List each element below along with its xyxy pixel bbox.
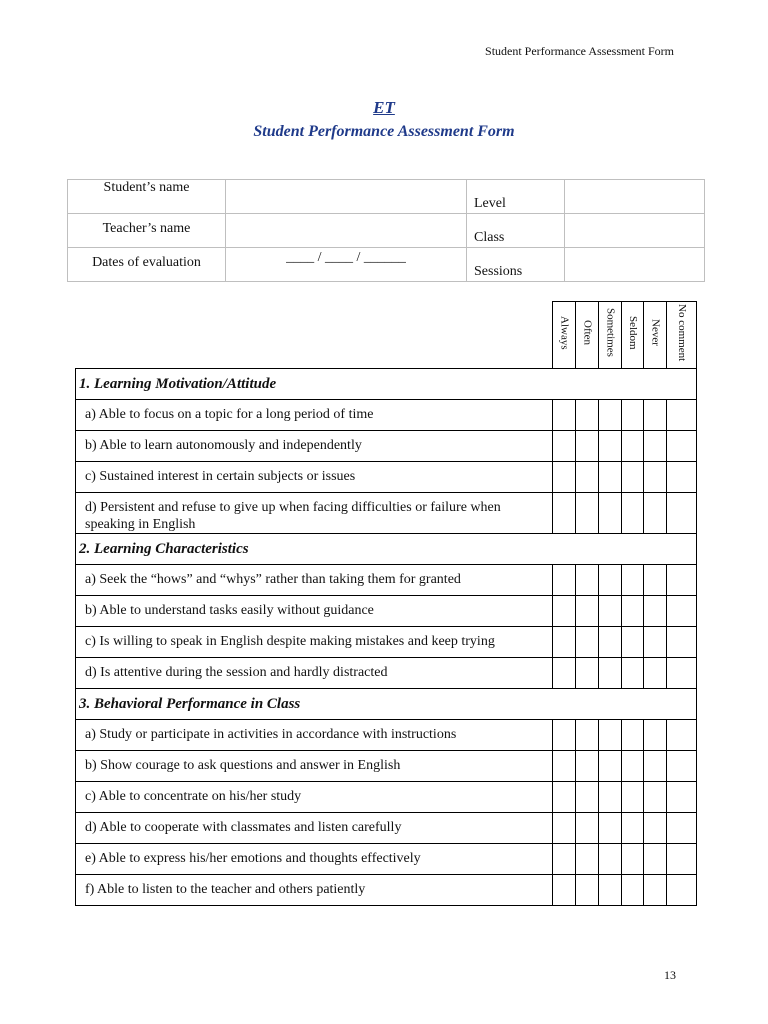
rating-cell[interactable]: [553, 782, 576, 813]
criterion-row: [76, 782, 697, 813]
criterion-row: [76, 627, 697, 658]
rating-cell[interactable]: [667, 596, 697, 627]
page-number: 13: [664, 968, 676, 982]
criterion-row: [76, 875, 697, 906]
criterion-row: [76, 400, 697, 431]
rating-cell[interactable]: [576, 751, 599, 782]
rating-cell[interactable]: [553, 875, 576, 906]
section-row: [76, 534, 697, 565]
assessment-table: [75, 301, 697, 906]
rating-cell[interactable]: [667, 493, 697, 534]
rating-cell[interactable]: [576, 720, 599, 751]
rating-cell[interactable]: [667, 627, 697, 658]
scale-sometimes: Sometimes: [599, 302, 622, 369]
rating-cell[interactable]: [599, 844, 622, 875]
section-row: [76, 689, 697, 720]
criterion-row: [76, 565, 697, 596]
rating-cell[interactable]: [553, 462, 576, 493]
rating-cell[interactable]: [599, 875, 622, 906]
rating-cell[interactable]: [622, 751, 644, 782]
rating-cell[interactable]: [644, 565, 667, 596]
rating-cell[interactable]: [667, 431, 697, 462]
student-name-label: Student’s name: [68, 180, 226, 214]
rating-cell[interactable]: [599, 720, 622, 751]
rating-cell[interactable]: [622, 462, 644, 493]
criterion-label: c) Sustained interest in certain subjects or issues: [76, 462, 553, 493]
criterion-label: c) Is willing to speak in English despite making mistakes and keep trying: [76, 627, 553, 658]
rating-cell[interactable]: [622, 596, 644, 627]
criterion-row: [76, 493, 697, 534]
rating-cell[interactable]: [599, 565, 622, 596]
rating-cell[interactable]: [576, 431, 599, 462]
rating-cell[interactable]: [576, 658, 599, 689]
rating-cell[interactable]: [553, 844, 576, 875]
rating-cell[interactable]: [667, 782, 697, 813]
rating-cell[interactable]: [667, 751, 697, 782]
rating-cell[interactable]: [599, 400, 622, 431]
criterion-row: [76, 720, 697, 751]
rating-cell[interactable]: [576, 493, 599, 534]
rating-cell[interactable]: [644, 627, 667, 658]
scale-seldom: Seldom: [622, 302, 644, 369]
scale-header-spacer: [76, 302, 553, 369]
rating-cell[interactable]: [599, 658, 622, 689]
rating-cell[interactable]: [622, 493, 644, 534]
rating-cell[interactable]: [553, 751, 576, 782]
rating-cell[interactable]: [644, 400, 667, 431]
rating-cell[interactable]: [599, 596, 622, 627]
criterion-label: d) Is attentive during the session and hardly distracted: [76, 658, 553, 689]
criterion-row: [76, 813, 697, 844]
section-title: 3. Behavioral Performance in Class: [76, 689, 697, 720]
criterion-label: b) Show courage to ask questions and answer in English: [76, 751, 553, 782]
rating-cell[interactable]: [644, 782, 667, 813]
rating-cell[interactable]: [553, 596, 576, 627]
criterion-label: a) Study or participate in activities in accordance with instructions: [76, 720, 553, 751]
section-title: 1. Learning Motivation/Attitude: [76, 369, 697, 400]
rating-cell[interactable]: [644, 658, 667, 689]
criterion-label: c) Able to concentrate on his/her study: [76, 782, 553, 813]
criterion-label: b) Able to learn autonomously and independently: [76, 431, 553, 462]
rating-cell[interactable]: [576, 596, 599, 627]
rating-cell[interactable]: [576, 875, 599, 906]
rating-cell[interactable]: [667, 400, 697, 431]
rating-cell[interactable]: [576, 844, 599, 875]
rating-cell[interactable]: [622, 875, 644, 906]
criterion-row: [76, 462, 697, 493]
criterion-label: d) Able to cooperate with classmates and listen carefully: [76, 813, 553, 844]
rating-cell[interactable]: [644, 875, 667, 906]
student-name-field[interactable]: [226, 180, 467, 214]
rating-cell[interactable]: [576, 400, 599, 431]
rating-cell[interactable]: [667, 875, 697, 906]
rating-cell[interactable]: [644, 751, 667, 782]
dates-label: Dates of evaluation: [68, 248, 226, 282]
sessions-label: Sessions: [467, 248, 565, 282]
scale-never: Never: [644, 302, 667, 369]
rating-cell[interactable]: [553, 627, 576, 658]
scale-always: Always: [553, 302, 576, 369]
assessment-body: [76, 302, 697, 906]
rating-cell[interactable]: [599, 782, 622, 813]
rating-cell[interactable]: [599, 751, 622, 782]
criterion-row: [76, 596, 697, 627]
scale-no-comment: No comment: [667, 302, 697, 369]
rating-cell[interactable]: [667, 462, 697, 493]
rating-cell[interactable]: [622, 627, 644, 658]
criterion-label: a) Seek the “hows” and “whys” rather than taking them for granted: [76, 565, 553, 596]
level-label: Level: [467, 180, 565, 214]
sessions-field[interactable]: [565, 248, 705, 282]
section-row: [76, 369, 697, 400]
rating-cell[interactable]: [553, 431, 576, 462]
running-header: Student Performance Assessment Form: [485, 44, 674, 58]
rating-cell[interactable]: [644, 596, 667, 627]
criterion-row: [76, 751, 697, 782]
rating-cell[interactable]: [599, 431, 622, 462]
rating-cell[interactable]: [553, 658, 576, 689]
rating-cell[interactable]: [644, 493, 667, 534]
rating-cell[interactable]: [622, 658, 644, 689]
rating-cell[interactable]: [667, 658, 697, 689]
rating-cell[interactable]: [644, 462, 667, 493]
criterion-label: b) Able to understand tasks easily without guidance: [76, 596, 553, 627]
rating-cell[interactable]: [622, 782, 644, 813]
rating-cell[interactable]: [553, 720, 576, 751]
document-title: Student Performance Assessment Form: [253, 123, 515, 140]
teacher-name-field[interactable]: [226, 214, 467, 248]
criterion-row: [76, 431, 697, 462]
document-code: ET: [373, 98, 395, 117]
rating-cell[interactable]: [576, 813, 599, 844]
rating-cell[interactable]: [599, 627, 622, 658]
rating-cell[interactable]: [667, 720, 697, 751]
rating-cell[interactable]: [553, 813, 576, 844]
rating-cell[interactable]: [599, 813, 622, 844]
section-title: 2. Learning Characteristics: [76, 534, 697, 565]
rating-cell[interactable]: [622, 813, 644, 844]
rating-cell[interactable]: [576, 782, 599, 813]
rating-cell[interactable]: [644, 844, 667, 875]
rating-cell[interactable]: [553, 493, 576, 534]
criterion-row: [76, 844, 697, 875]
class-field[interactable]: [565, 214, 705, 248]
rating-cell[interactable]: [599, 462, 622, 493]
rating-cell[interactable]: [644, 813, 667, 844]
rating-cell[interactable]: [667, 844, 697, 875]
date-format: ____ / ____ / ______: [286, 250, 406, 265]
rating-cell[interactable]: [576, 565, 599, 596]
rating-cell[interactable]: [622, 720, 644, 751]
rating-cell[interactable]: [576, 462, 599, 493]
dates-field[interactable]: [226, 248, 467, 282]
rating-cell[interactable]: [622, 400, 644, 431]
criterion-label: a) Able to focus on a topic for a long period of time: [76, 400, 553, 431]
criterion-label: e) Able to express his/her emotions and thoughts effectively: [76, 844, 553, 875]
rating-cell[interactable]: [622, 844, 644, 875]
rating-cell[interactable]: [622, 565, 644, 596]
level-field[interactable]: [565, 180, 705, 214]
rating-cell[interactable]: [622, 431, 644, 462]
teacher-name-label: Teacher’s name: [68, 214, 226, 248]
criterion-label: f) Able to listen to the teacher and others patiently: [76, 875, 553, 906]
rating-cell[interactable]: [644, 431, 667, 462]
rating-cell[interactable]: [644, 720, 667, 751]
class-label: Class: [467, 214, 565, 248]
rating-cell[interactable]: [667, 813, 697, 844]
rating-cell[interactable]: [599, 493, 622, 534]
student-info-table: [67, 179, 705, 282]
rating-cell[interactable]: [553, 565, 576, 596]
criterion-label: d) Persistent and refuse to give up when facing difficulties or failure when speaking in English: [76, 493, 553, 534]
rating-cell[interactable]: [576, 627, 599, 658]
scale-often: Often: [576, 302, 599, 369]
rating-cell[interactable]: [667, 565, 697, 596]
rating-cell[interactable]: [553, 400, 576, 431]
criterion-row: [76, 658, 697, 689]
